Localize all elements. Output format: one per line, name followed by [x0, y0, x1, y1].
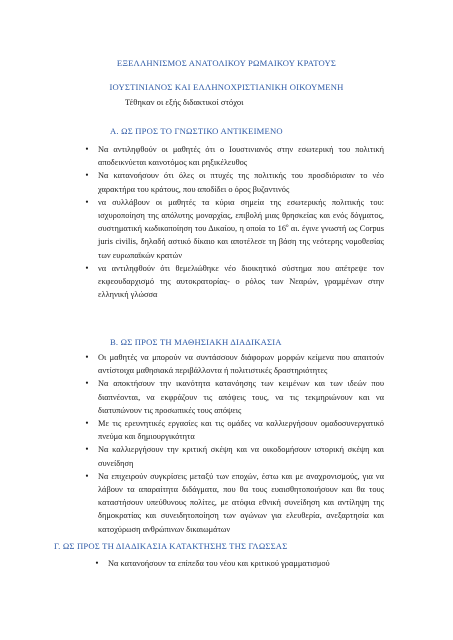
list-item-text: Να αποκτήσουν την ικανότητα κατανόησης των κειμένων και των ιδεών που διαπνέονται, να εκφράζουν τις απόψεις τους, να τις τεκμηριώνουν και να διατυπώνουν τις προσωπικές τους απόψεις [98, 379, 384, 415]
list-item [82, 351, 384, 377]
bullet-icon: • [95, 558, 99, 568]
bullet-icon: • [85, 470, 89, 481]
list-item [92, 557, 394, 570]
list-item-text: Οι μαθητές να μπορούν να συντάσσουν διάφορων μορφών κείμενα που απαιτούν αντίστοιχα μαθησιακά περιβάλλοντα ή πολιτιστικές δραστηριότητες [98, 353, 384, 376]
list-item [82, 377, 384, 417]
list-item-text: Να κατανοήσουν ότι όλες οι πτυχές της πολιτικής του προσδιόρισαν το νέο χαρακτήρα του κράτους, που αποδίδει ο όρος βυζαντινός [98, 171, 384, 194]
list-item-text: να συλλάβουν οι μαθητές τα κύρια σημεία της εσωτερικής πολιτικής του: ισχυροποίηση της απόλυτης μοναρχίας, επιβολή μιας θρησκείας και ενός δόγματος, συστηματική κωδικοποίηση του Δικαίου, η οποία το 16 [98, 197, 384, 234]
list-item-text: Να καλλιεργήσουν την κριτική σκέψη και να οικοδομήσουν ιστορική σκέψη και συνείδηση [98, 445, 384, 468]
list-item-text: Να κατανοήσουν τα επίπεδα του νέου και κριτικού γραμματισμού [108, 559, 330, 568]
list-item [82, 196, 384, 262]
list-item-text: να αντιληφθούν ότι θεμελιώθηκε νέο διοικητικό σύστημα που απέτρεψε τον εκφεουδαρχισμό της αυτοκρατορίας- ο ρόλος των Νεαρών, γραμμένων στην ελληνική γλώσσα [98, 263, 384, 300]
superscript-ordinal: ο [286, 224, 289, 230]
section-c-heading: Γ. ΩΣ ΠΡΟΣ ΤΗ ΔΙΑΔΙΚΑΣΙΑ ΚΑΤΑΚΤΗΣΗΣ ΤΗΣ ΓΛΩΣΣΑΣ [54, 541, 288, 551]
list-item-text: Με τις ερευνητικές εργασίες και τις ομάδες να καλλιεργήσουν ομαδοσυνεργατικό πνεύμα και δημιουργικότητα [98, 419, 384, 442]
list-item [82, 470, 384, 536]
bullet-icon: • [85, 418, 89, 429]
list-item [82, 143, 384, 169]
section-a-list [82, 143, 384, 301]
list-item-text: Να επιχειρούν συγκρίσεις μεταξύ των εποχών, έστω και με αναχρονισμούς, για να λάβουν τα απαραίτητα διδάγματα, που θα τους ευαισθητοποιήσουν και θα τους καταστήσουν υπεύθυνους πολίτες, με ατόφια εθνική συνείδηση και αντίληψη της δημοκρατίας και συνειδητοποίηση των αγώνων για ελευθερία, ανεξαρτησία και κατοχύρωση ανθρώπινων δικαιωμάτων [98, 471, 384, 534]
section-c-list [92, 557, 394, 570]
bullet-icon: • [85, 352, 89, 362]
section-a-heading: Α. ΩΣ ΠΡΟΣ ΤΟ ΓΝΩΣΤΙΚΟ ΑΝΤΙΚΕΙΜΕΝΟ [110, 126, 283, 136]
list-item [82, 169, 384, 195]
list-item-text-tail: αι. έγινε γνωστή ως Corpus juris civilis, δηλαδή αστικό δίκαιο και αποτέλεσε τη βάση της νεότερης νομοθεσίας των ευρωπαϊκών κρατών [98, 224, 384, 260]
list-item-text: Να αντιληφθούν οι μαθητές ότι ο Ιουστινιανός στην εσωτερική του πολιτική αποδεικνύεται καινοτόμος και ρηξικέλευθος [98, 145, 384, 168]
section-b-heading: Β. ΩΣ ΠΡΟΣ ΤΗ ΜΑΘΗΣΙΑΚΗ ΔΙΑΔΙΚΑΣΙΑ [110, 337, 282, 347]
intro-text: Τέθηκαν οι εξής διδακτικοί στόχοι [125, 97, 244, 107]
section-b-list [82, 351, 384, 536]
list-item [82, 262, 384, 302]
bullet-icon: • [85, 144, 89, 154]
document-subtitle: ΙΟΥΣΤΙΝΙΑΝΟΣ ΚΑΙ ΕΛΛΗΝΟΧΡΙΣΤΙΑΝΙΚΗ ΟΙΚΟΥΜΕΝΗ [109, 82, 344, 92]
bullet-icon: • [85, 378, 89, 389]
bullet-icon: • [85, 444, 89, 455]
document-title: ΕΞΕΛΛΗΝΙΣΜΟΣ ΑΝΑΤΟΛΙΚΟΥ ΡΩΜΑΙΚΟΥ ΚΡΑΤΟΥΣ [116, 58, 337, 68]
bullet-icon: • [85, 196, 89, 207]
list-item [82, 443, 384, 469]
bullet-icon: • [85, 262, 89, 273]
list-item [82, 417, 384, 443]
bullet-icon: • [85, 170, 89, 181]
